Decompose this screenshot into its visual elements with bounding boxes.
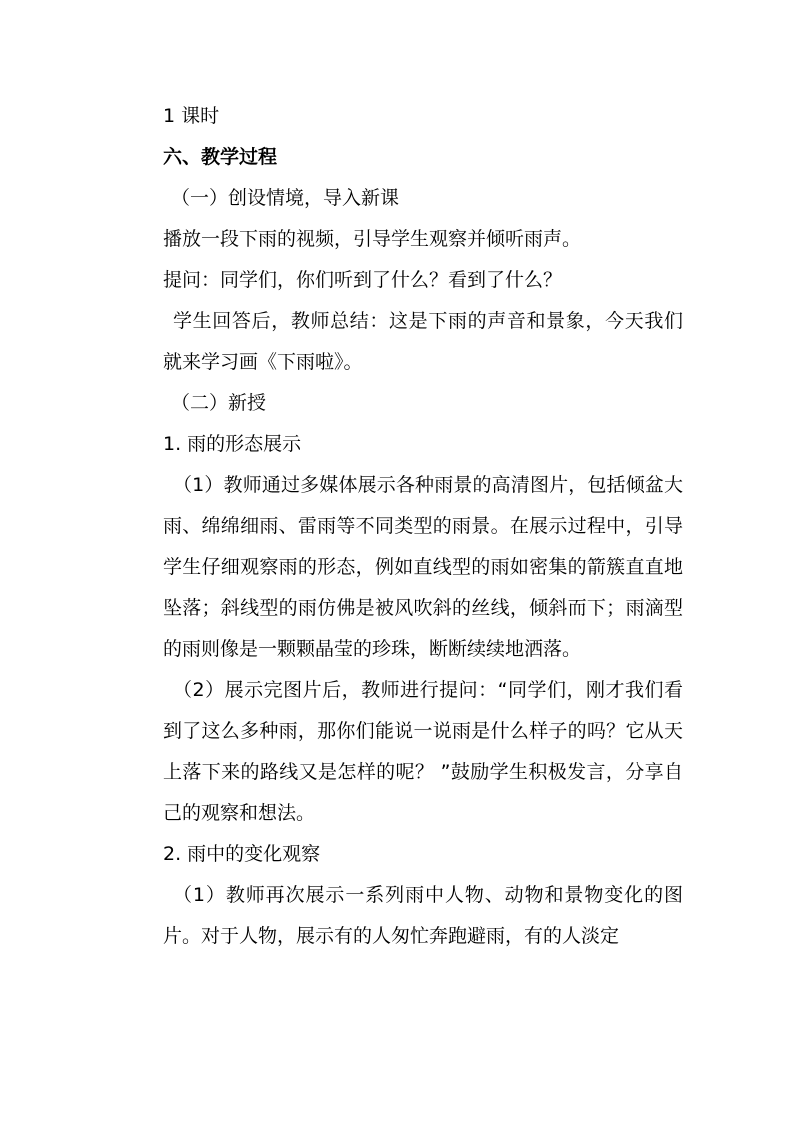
numbered-item-two: 2. 雨中的变化观察: [163, 843, 321, 865]
section-heading: 六、教学过程: [163, 146, 278, 168]
numbered-item-one: 1. 雨的形态展示: [163, 433, 302, 455]
paragraph-question: 提问：同学们，你们听到了什么？看到了什么？: [163, 269, 563, 291]
paragraph-play-video: 播放一段下雨的视频，引导学生观察并倾听雨声。: [163, 228, 582, 250]
paragraph-item-one-part-one: （1）教师通过多媒体展示各种雨景的高清图片，包括倾盆大雨、绵绵细雨、雷雨等不同类型的雨景。在展示过程中，引导学生仔细观察雨的形态，例如直线型的雨如密集的箭簇直直地坠落；斜线型的雨仿佛是被风吹斜的丝线，倾斜而下；雨滴型的雨则像是一颗颗晶莹的珍珠，断断续续地洒落。: [163, 474, 683, 660]
subsection-heading-two: （二）新授: [171, 392, 267, 414]
paragraph-item-two-part-one: （1）教师再次展示一系列雨中人物、动物和景物变化的图片。对于人物，展示有的人匆忙奔跑避雨，有的人淡定: [163, 884, 683, 947]
paragraph-summary: 学生回答后，教师总结：这是下雨的声音和景象，今天我们就来学习画《下雨啦》。: [163, 310, 683, 373]
document-content: [163, 96, 683, 957]
paragraph-item-one-part-two: （2）展示完图片后，教师进行提问：“同学们，刚才我们看到了这么多种雨，那你们能说一说雨是什么样子的吗？它从天上落下来的路线又是怎样的呢？ ”鼓励学生积极发言，分享自己的观察和想法。: [163, 679, 683, 824]
subsection-heading-one: （一）创设情境，导入新课: [171, 187, 400, 209]
course-time-line: 1 课时: [163, 105, 220, 127]
